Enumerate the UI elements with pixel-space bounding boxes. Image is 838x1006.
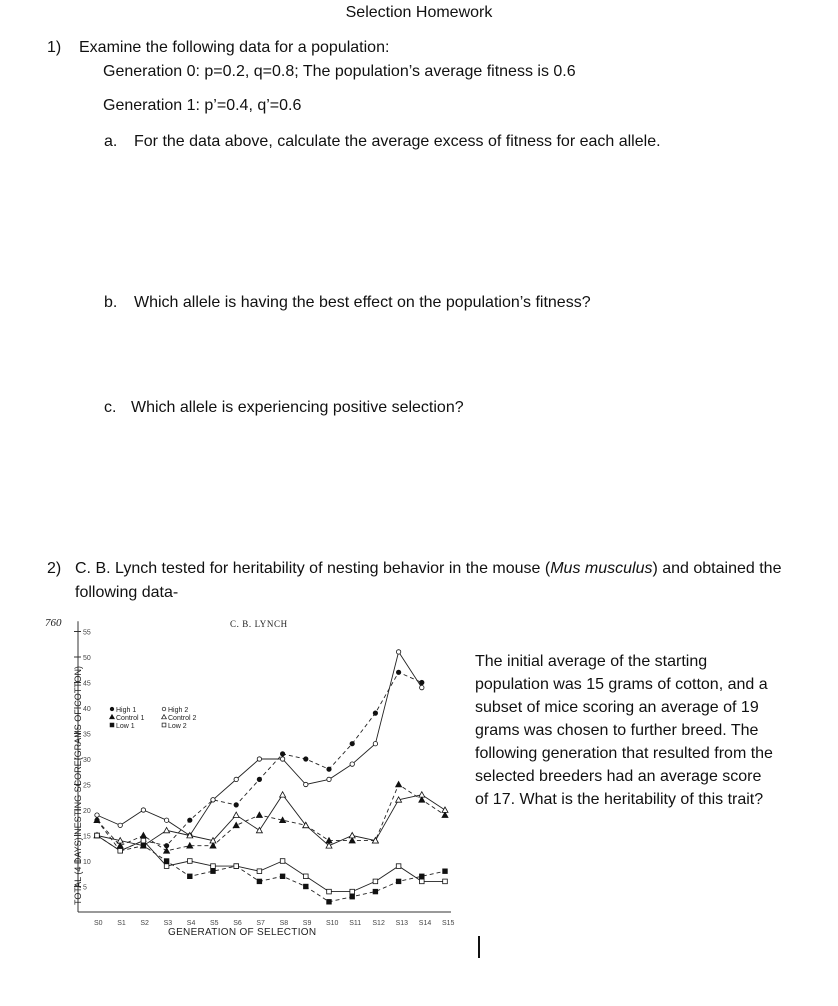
page-number: 760 [45, 617, 62, 629]
data-point [234, 803, 238, 807]
nesting-score-chart [40, 610, 480, 960]
y-tick-label: 40 [83, 706, 91, 713]
data-point [327, 900, 332, 905]
x-tick-label: S0 [94, 920, 103, 927]
data-point [304, 874, 309, 879]
q2-number: 2) [47, 560, 62, 577]
y-axis-title: TOTAL (4 DAYS) NESTING SCORE(GRAMS OF COTTON) [73, 665, 83, 905]
data-point [419, 792, 425, 797]
data-point [420, 874, 425, 879]
data-point [396, 670, 400, 674]
data-point [141, 843, 146, 848]
legend-marker [162, 707, 166, 711]
data-point [419, 797, 425, 802]
y-tick-label: 25 [83, 782, 91, 790]
data-point [164, 864, 169, 869]
series-line [97, 785, 445, 851]
data-point [373, 742, 377, 746]
data-point [443, 869, 448, 874]
y-tick-label: 10 [83, 859, 91, 866]
legend-label: Control 2 [168, 715, 197, 722]
x-tick-label: S10 [326, 920, 339, 927]
y-tick-label: 5 [83, 884, 87, 892]
data-point [164, 818, 168, 822]
legend-marker [110, 715, 115, 719]
data-point [211, 798, 215, 802]
x-tick-label: S15 [442, 920, 455, 927]
x-tick-label: S8 [279, 920, 289, 927]
legend-marker [110, 723, 114, 727]
y-tick-label: 20 [83, 808, 91, 815]
data-point [373, 879, 378, 884]
running-head: C. B. LYNCH [230, 619, 288, 629]
data-point [234, 777, 238, 781]
x-tick-label: S13 [395, 920, 409, 927]
data-point [164, 827, 170, 832]
data-point [256, 827, 262, 832]
x-tick-label: S9 [302, 920, 312, 927]
data-point [256, 812, 262, 817]
data-point [327, 767, 331, 771]
lynch-figure [40, 610, 480, 960]
data-point [141, 808, 145, 812]
data-point [211, 864, 216, 869]
q1c-label: c. [104, 399, 117, 416]
q1-number: 1) [47, 39, 62, 56]
y-tick-label: 50 [83, 655, 91, 662]
legend-marker [162, 723, 166, 727]
page-title: Selection Homework [345, 4, 493, 21]
data-point [350, 742, 354, 746]
data-point [280, 792, 286, 797]
q1-prompt: Examine the following data for a population: [79, 39, 390, 56]
data-point [350, 894, 355, 899]
q1-generation-0: Generation 0: p=0.2, q=0.8; The population’s average fitness is 0.6 [103, 63, 576, 80]
legend-label: Low 2 [168, 723, 187, 730]
q2-intro-after: ) and obtained the [652, 560, 782, 577]
x-tick-label: S2 [140, 920, 149, 927]
x-axis-title: GENERATION OF SELECTION [168, 927, 317, 938]
data-point [396, 864, 401, 869]
q1c-text: Which allele is experiencing positive selection? [131, 399, 464, 416]
data-point [349, 833, 355, 838]
q2-species-name: Mus musculus [550, 560, 653, 577]
q1a-label: a. [104, 133, 118, 150]
x-tick-label: S3 [163, 920, 173, 927]
data-point [257, 879, 262, 884]
data-point [164, 859, 169, 864]
data-point [373, 889, 378, 894]
data-point [188, 874, 193, 879]
data-point [396, 650, 400, 654]
q1-generation-1: Generation 1: p’=0.4, q’=0.6 [103, 97, 302, 114]
legend-label: Control 1 [116, 715, 145, 722]
x-tick-label: S5 [210, 920, 219, 927]
data-point [304, 757, 308, 761]
data-point [327, 889, 332, 894]
data-point [188, 818, 192, 822]
series-line [97, 836, 445, 902]
data-point [188, 859, 193, 864]
y-tick-label: 45 [83, 680, 91, 688]
data-point [95, 833, 100, 838]
data-point [327, 777, 331, 781]
data-point [350, 889, 355, 894]
data-point [396, 879, 401, 884]
data-point [118, 823, 122, 827]
data-point [304, 782, 308, 786]
data-point [280, 859, 285, 864]
data-point [140, 833, 146, 838]
legend-label: High 2 [168, 707, 189, 714]
data-point [233, 822, 239, 827]
q2-intro-line1 [75, 559, 781, 579]
y-tick-label: 15 [83, 833, 91, 841]
data-point [280, 757, 284, 761]
data-point [118, 849, 123, 854]
data-point [442, 812, 448, 817]
data-point [420, 685, 424, 689]
q1a-text: For the data above, calculate the average excess of fitness for each allele. [134, 133, 661, 150]
y-tick-label: 55 [83, 629, 91, 637]
data-point [211, 869, 216, 874]
y-tick-label: 35 [83, 731, 91, 739]
x-tick-label: S4 [186, 920, 196, 927]
data-point [164, 848, 170, 853]
x-tick-label: S12 [372, 920, 385, 927]
data-point [442, 807, 448, 812]
data-point [304, 884, 309, 889]
q1b-label: b. [104, 294, 118, 311]
data-point [420, 680, 424, 684]
series-line [97, 836, 445, 892]
y-tick-label: 30 [83, 757, 91, 764]
text-cursor [478, 936, 480, 958]
q1b-text: Which allele is having the best effect on the population’s fitness? [134, 294, 591, 311]
data-point [396, 782, 402, 787]
data-point [234, 864, 239, 869]
x-tick-label: S7 [256, 920, 265, 927]
x-tick-label: S1 [117, 920, 126, 927]
series-line [97, 795, 445, 846]
data-point [257, 777, 261, 781]
data-point [141, 838, 146, 843]
q2-intro-before: C. B. Lynch tested for heritability of nesting behavior in the mouse ( [75, 560, 551, 577]
legend-marker [110, 707, 114, 711]
data-point [420, 879, 425, 884]
legend-marker [162, 715, 167, 719]
data-point [280, 874, 285, 879]
x-tick-label: S14 [418, 920, 432, 927]
data-point [350, 762, 354, 766]
data-point [233, 812, 239, 817]
x-tick-label: S11 [349, 920, 362, 927]
legend-label: Low 1 [116, 723, 135, 730]
data-point [257, 869, 262, 874]
legend-label: High 1 [116, 707, 137, 714]
x-tick-label: S6 [233, 920, 242, 927]
data-point [373, 711, 377, 715]
data-point [210, 843, 216, 848]
data-point [443, 879, 448, 884]
q2-intro-line2: following data- [75, 584, 179, 601]
data-point [280, 752, 284, 756]
q2-side-text: The initial average of the starting population was 15 grams of cotton, and a subset of mice scoring an average of 19 grams was chosen to further breed. The following generation that resulted from the selected breeders had an average score of 17. What is the heritability of this trait? [475, 653, 773, 808]
data-point [257, 757, 261, 761]
